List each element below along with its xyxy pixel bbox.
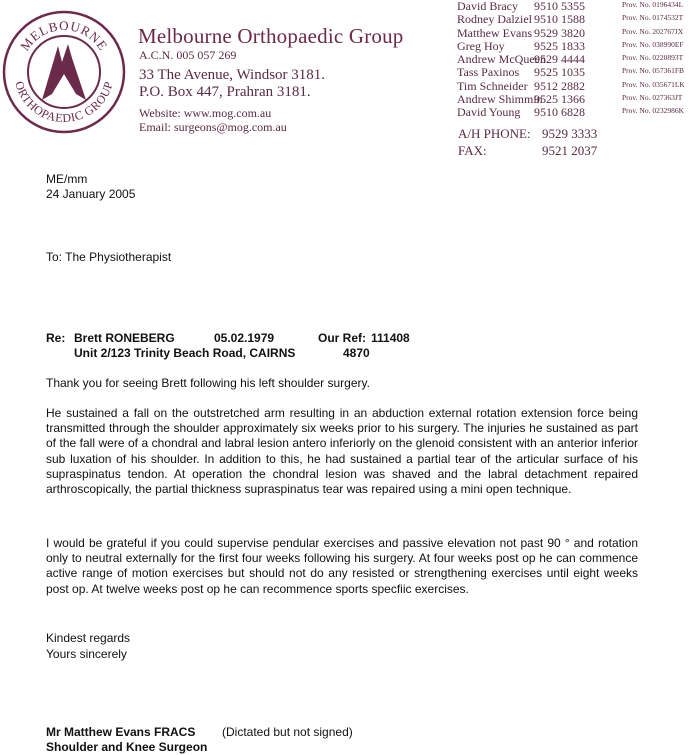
doctor-phone: 9529 4444 bbox=[534, 52, 585, 67]
patient-dob: 05.02.1979 bbox=[214, 331, 275, 345]
doctors-list bbox=[457, 0, 700, 119]
doctor-phone: 9525 1833 bbox=[534, 38, 585, 53]
doctor-row bbox=[457, 52, 700, 65]
doctor-row bbox=[457, 39, 700, 52]
address-line-1: 33 The Avenue, Windsor 3181. bbox=[139, 67, 326, 83]
doctor-prov: Prov. No. 0196434L bbox=[622, 0, 684, 9]
doctor-name: Greg Hoy bbox=[457, 38, 505, 53]
org-name: Melbourne Orthopaedic Group bbox=[138, 24, 404, 48]
email: Email: surgeons@mog.com.au bbox=[139, 120, 287, 134]
logo-figure-icon bbox=[42, 44, 86, 100]
doctor-name: David Bracy bbox=[457, 0, 518, 13]
our-ref-label: Our Ref: bbox=[318, 331, 366, 345]
doctor-prov: Prov. No. 202767JX bbox=[622, 26, 684, 36]
patient-name: Brett RONEBERG bbox=[74, 331, 175, 345]
doctor-prov: Prov. No. 057361FB bbox=[622, 66, 685, 76]
closing-sincerely: Yours sincerely bbox=[46, 647, 127, 661]
doctor-row bbox=[457, 79, 700, 92]
signature-note: (Dictated but not signed) bbox=[222, 725, 353, 739]
paragraph-intro: Thank you for seeing Brett following his left shoulder surgery. bbox=[46, 376, 370, 390]
letter-date: 24 January 2005 bbox=[46, 187, 136, 201]
doctor-row bbox=[457, 65, 700, 78]
letter-reference: ME/mm bbox=[46, 172, 88, 186]
signature-title: Shoulder and Knee Surgeon bbox=[46, 740, 208, 754]
re-label: Re: bbox=[46, 331, 66, 345]
doctor-row bbox=[457, 26, 700, 39]
doctor-row bbox=[457, 0, 700, 12]
patient-address: Unit 2/123 Trinity Beach Road, CAIRNS bbox=[74, 346, 296, 360]
doctor-phone: 9510 6828 bbox=[534, 105, 585, 120]
logo-text-top: MELBOURNE bbox=[17, 17, 111, 54]
doctor-name: Matthew Evans bbox=[457, 25, 532, 40]
doctor-row bbox=[457, 12, 700, 25]
doctor-prov: Prov. No. 027363JT bbox=[622, 93, 683, 103]
address-line-2: P.O. Box 447, Prahran 3181. bbox=[139, 84, 311, 100]
fax-label: FAX: bbox=[458, 143, 487, 158]
doctor-phone: 9525 1035 bbox=[534, 65, 585, 80]
doctor-phone: 9510 5355 bbox=[534, 0, 585, 13]
doctor-prov: Prov. No. 0174532T bbox=[622, 13, 684, 23]
fax-value: 9521 2037 bbox=[542, 143, 598, 158]
doctor-name: David Young bbox=[457, 105, 521, 120]
doctor-name: Rodney Dalziel bbox=[457, 12, 532, 27]
ah-phone-value: 9529 3333 bbox=[542, 126, 598, 141]
our-ref-value: 111408 bbox=[371, 331, 410, 345]
website: Website: www.mog.com.au bbox=[139, 106, 272, 120]
doctor-phone: 9525 1366 bbox=[534, 92, 585, 107]
doctor-prov: Prov. No. 0232986K bbox=[622, 106, 685, 116]
doctor-phone: 9529 3820 bbox=[534, 25, 585, 40]
signature-name: Mr Matthew Evans FRACS bbox=[46, 725, 196, 739]
doctor-phone: 9510 1588 bbox=[534, 12, 585, 27]
recipient: To: The Physiotherapist bbox=[46, 250, 172, 264]
logo-text-bottom: ORTHOPAEDIC GROUP bbox=[12, 79, 116, 126]
doctor-prov: Prov. No. 035671LK bbox=[622, 79, 685, 89]
paragraph-instructions: I would be grateful if you could supervise pendular exercises and passive elevation not past 90 ° and rotation only to neutral externally for the first four weeks following his surgery. At four weeks post op he can commence active range of motion exercises but should not do any resisted or strengthening exercises until eight weeks post op. At twelve weeks post op he can recommence sports specfiic exercises. bbox=[46, 536, 638, 596]
group-logo bbox=[2, 10, 126, 134]
paragraph-history: He sustained a fall on the outstretched arm resulting in an abduction external rotation extension force being transmitted through the shoulder approximately six weeks prior to his surgery. The injuries he sustained as part of the fall were of a chondral and labral lesion antero inferiorly on the glenoid consistent with an anterior inferior sub luxation of his shoulder. In addition to this, he had sustained a partial tear of the articular surface of his supraspinatus tendon. At operation the chondral lesion was shaved and the labral detachment repaired arthroscopically, the partial thickness supraspinatus tear was repaired using a mini open technique. bbox=[46, 406, 638, 497]
doctor-row bbox=[457, 105, 700, 118]
doctor-name: Andrew McQueen bbox=[457, 52, 546, 67]
doctor-row bbox=[457, 92, 700, 105]
patient-postcode: 4870 bbox=[343, 346, 370, 360]
closing-regards: Kindest regards bbox=[46, 631, 131, 645]
doctor-prov: Prov. No. 038990EF bbox=[622, 39, 684, 49]
acn: A.C.N. 005 057 269 bbox=[139, 48, 237, 62]
ah-phone-label: A/H PHONE: bbox=[458, 126, 531, 141]
doctor-name: Tass Paxinos bbox=[457, 65, 520, 80]
doctor-name: Andrew Shimmin bbox=[457, 92, 543, 107]
doctor-name: Tim Schneider bbox=[457, 78, 528, 93]
doctor-prov: Prov. No. 0220893T bbox=[622, 53, 684, 63]
doctor-phone: 9512 2882 bbox=[534, 78, 585, 93]
